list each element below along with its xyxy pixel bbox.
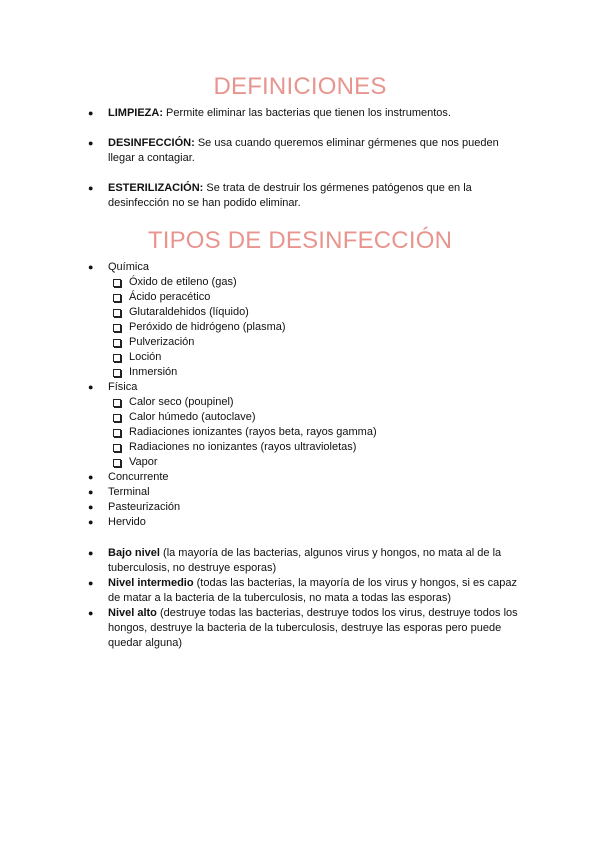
tipo-item (88, 470, 528, 485)
tipo-label: Química (108, 261, 149, 273)
checkbox-bullet-icon (113, 339, 121, 347)
bullet-icon: ● (88, 548, 94, 558)
checkbox-bullet-icon (113, 429, 121, 437)
subitem (88, 440, 528, 455)
nivel-term: Nivel intermedio (108, 577, 194, 589)
checkbox-bullet-icon (113, 324, 121, 332)
checkbox-bullet-icon (113, 414, 121, 422)
nivel-item (88, 606, 528, 651)
subitem (88, 395, 528, 410)
definition-item (88, 181, 528, 211)
subitem-label: Peróxido de hidrógeno (plasma) (129, 321, 286, 333)
checkbox-bullet-icon (113, 309, 121, 317)
checkbox-bullet-icon (113, 279, 121, 287)
tipo-label: Concurrente (108, 471, 169, 483)
tipo-label: Física (108, 381, 138, 393)
bullet-icon: ● (88, 608, 94, 618)
bullet-icon: ● (88, 262, 94, 272)
tipo-item (88, 515, 528, 530)
nivel-term: Nivel alto (108, 607, 157, 619)
subitem (88, 350, 528, 365)
subitem-label: Radiaciones ionizantes (rayos beta, rayos gamma) (129, 426, 377, 438)
subitem-label: Calor húmedo (autoclave) (129, 411, 256, 423)
tipo-label: Hervido (108, 516, 146, 528)
bullet-icon: ● (88, 183, 94, 193)
subitem (88, 335, 528, 350)
bullet-icon: ● (88, 578, 94, 588)
subitem (88, 305, 528, 320)
definition-term: ESTERILIZACIÓN: (108, 182, 204, 194)
subitem (88, 275, 528, 290)
definition-item (88, 136, 528, 166)
bullet-icon: ● (88, 472, 94, 482)
subitem-label: Vapor (129, 456, 158, 468)
subitem (88, 320, 528, 335)
bullet-icon: ● (88, 487, 94, 497)
nivel-text: (destruye todas las bacterias, destruye todos los virus, destruye todos los hongos, destruye la bacteria de la tuberculosis, destruye las esporas pero puede quedar alguna) (108, 607, 518, 649)
niveles-list (88, 546, 528, 651)
checkbox-bullet-icon (113, 459, 121, 467)
subitem (88, 365, 528, 380)
tipo-label: Terminal (108, 486, 150, 498)
tipo-item-quimica (88, 260, 528, 275)
bullet-icon: ● (88, 517, 94, 527)
title-definiciones: DEFINICIONES (213, 73, 387, 100)
definition-text: Se trata de destruir los gérmenes patógenos que en la desinfección no se han podido eliminar. (108, 182, 472, 209)
subitem-label: Calor seco (poupinel) (129, 396, 234, 408)
checkbox-bullet-icon (113, 354, 121, 362)
tipo-label: Pasteurización (108, 501, 181, 513)
subitem (88, 290, 528, 305)
bullet-icon: ● (88, 382, 94, 392)
definition-item (88, 106, 528, 121)
definition-term: DESINFECCIÓN: (108, 137, 195, 149)
definitions-list (88, 106, 528, 211)
subitem-label: Glutaraldehidos (líquido) (129, 306, 249, 318)
bullet-icon: ● (88, 108, 94, 118)
subitem-label: Óxido de etileno (gas) (129, 276, 237, 288)
subitem-label: Ácido peracético (129, 291, 211, 303)
nivel-text: (la mayoría de las bacterias, algunos virus y hongos, no mata al de la tuberculosis, no destruye esporas) (108, 547, 502, 574)
subitem (88, 455, 528, 470)
nivel-item (88, 576, 528, 606)
checkbox-bullet-icon (113, 399, 121, 407)
subitem-label: Pulverización (129, 336, 195, 348)
checkbox-bullet-icon (113, 369, 121, 377)
definition-text: Se usa cuando queremos eliminar gérmenes que nos pueden llegar a contagiar. (108, 137, 499, 164)
bullet-icon: ● (88, 502, 94, 512)
subitem-label: Radiaciones no ionizantes (rayos ultravioletas) (129, 441, 357, 453)
subitem-label: Inmersión (129, 366, 178, 378)
definition-term: LIMPIEZA: (108, 107, 163, 119)
tipo-item-fisica (88, 380, 528, 395)
checkbox-bullet-icon (113, 444, 121, 452)
tipo-item (88, 485, 528, 500)
subitem (88, 425, 528, 440)
title-tipos-desinfeccion: TIPOS DE DESINFECCIÓN (147, 227, 453, 254)
checkbox-bullet-icon (113, 294, 121, 302)
nivel-term: Bajo nivel (108, 547, 160, 559)
nivel-text: (todas las bacterias, la mayoría de los virus y hongos, si es capaz de matar a la bacteria de la tuberculosis, no mata a todas las esporas) (108, 577, 518, 604)
tipos-list (88, 260, 528, 530)
subitem (88, 410, 528, 425)
tipo-item (88, 500, 528, 515)
bullet-icon: ● (88, 138, 94, 148)
subitem-label: Loción (129, 351, 162, 363)
nivel-item (88, 546, 528, 576)
definition-text: Permite eliminar las bacterias que tienen los instrumentos. (163, 107, 451, 119)
